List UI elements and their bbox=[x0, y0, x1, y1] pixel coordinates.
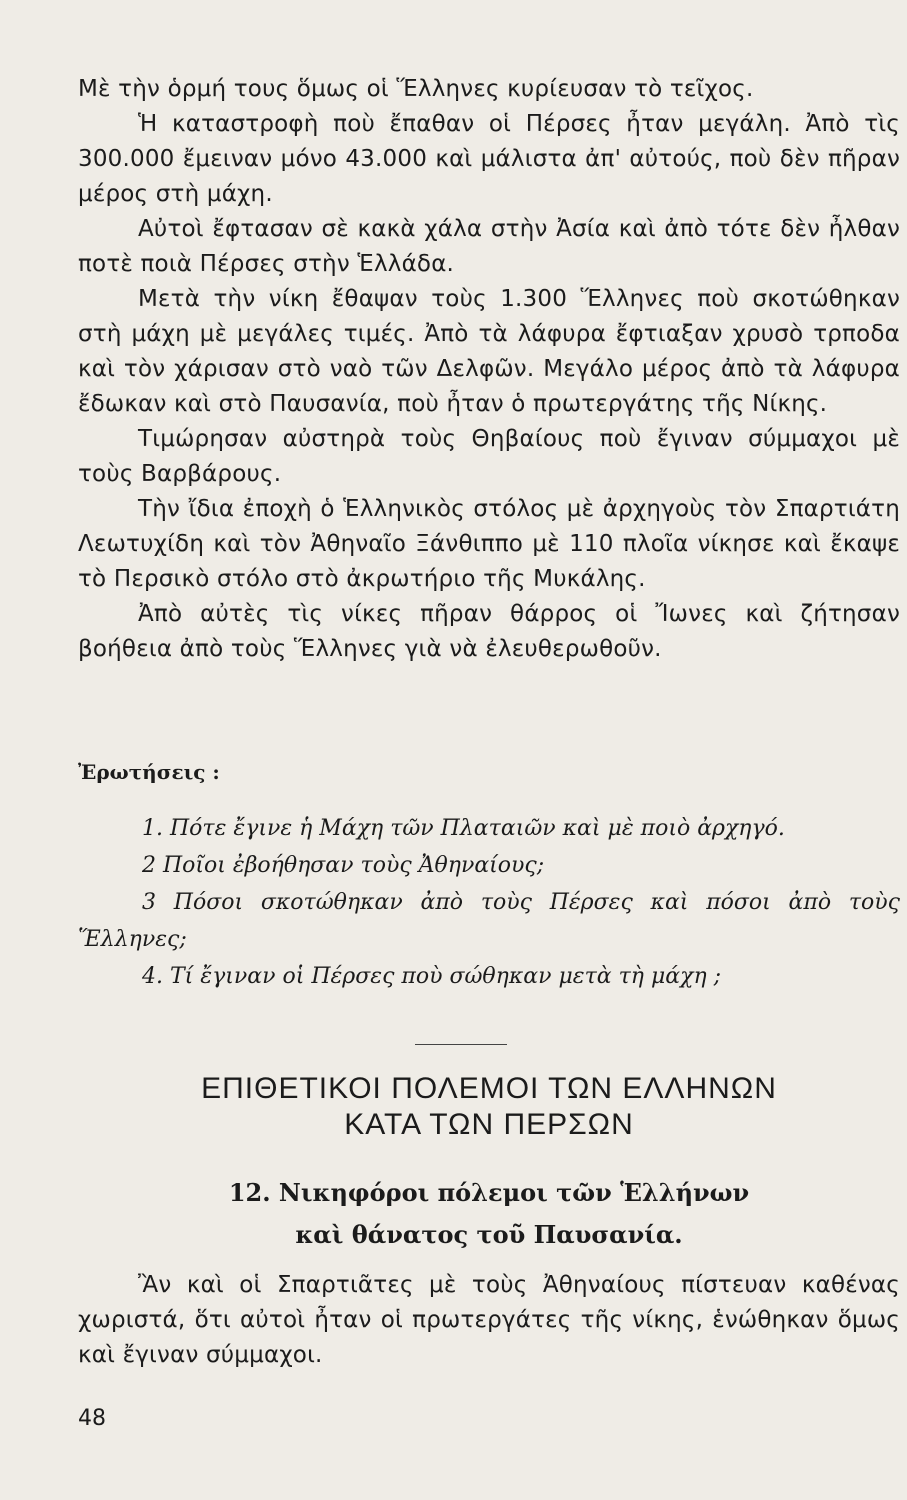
closing-text bbox=[78, 1268, 900, 1373]
question-item: 3 Πόσοι σκοτώθηκαν ἀπὸ τοὺς Πέρσες καὶ πόσοι ἀπὸ τοὺς Ἕλληνες; bbox=[78, 890, 900, 952]
lesson-title-line: καὶ θάνατος τοῦ Παυσανία. bbox=[295, 1220, 683, 1249]
paragraph: Ἀπὸ αὐτὲς τὶς νίκες πῆραν θάρρος οἱ Ἴωνες καὶ ζήτησαν βοήθεια ἀπὸ τοὺς Ἕλληνες γιὰ νὰ ἐλευθερωθοῦν. bbox=[78, 601, 900, 662]
page-number: 48 bbox=[78, 1406, 106, 1431]
section-title-line: ΚΑΤΑ ΤΩΝ ΠΕΡΣΩΝ bbox=[344, 1108, 634, 1141]
paragraph: Ἡ καταστροφὴ ποὺ ἔπαθαν οἱ Πέρσες ἦταν μεγάλη. Ἀπὸ τὶς 300.000 ἔμειναν μόνο 43.000 καὶ μάλιστα ἀπ' αὐτούς, ποὺ δὲν πῆραν μέρος στὴ μάχη. bbox=[78, 111, 900, 207]
lesson-title-line: 12. Νικηφόροι πόλεμοι τῶν Ἑλλήνων bbox=[228, 1178, 750, 1207]
paragraph: Τιμώρησαν αὐστηρὰ τοὺς Θηβαίους ποὺ ἔγιναν σύμμαχοι μὲ τοὺς Βαρβάρους. bbox=[78, 426, 900, 487]
paragraph: Ἂν καὶ οἱ Σπαρτιᾶτες μὲ τοὺς Ἀθηναίους πίστευαν καθένας χωριστά, ὅτι αὐτοὶ ἦταν οἱ πρωτεργάτες τῆς νίκης, ἑνώθηκαν ὅμως καὶ ἔγιναν σύμμαχοι. bbox=[78, 1272, 900, 1368]
question-item: 1. Πότε ἔγινε ἡ Μάχη τῶν Πλαταιῶν καὶ μὲ ποιὸ ἀρχηγό. bbox=[142, 816, 785, 841]
questions-heading: Ἐρωτήσεις : bbox=[78, 760, 220, 784]
questions-list bbox=[78, 810, 900, 995]
body-text bbox=[78, 72, 900, 667]
paragraph: Τὴν ἴδια ἐποχὴ ὁ Ἑλληνικὸς στόλος μὲ ἀρχηγοὺς τὸν Σπαρτιάτη Λεωτυχίδη καὶ τὸν Ἀθηναῖο Ξάνθιππο μὲ 110 πλοῖα νίκησε καὶ ἔκαψε τὸ Περσικὸ στόλο στὸ ἀκρωτήριο τῆς Μυκάλης. bbox=[78, 496, 900, 592]
question-item: 2 Ποῖοι ἐβοήθησαν τοὺς Ἀθηναίους; bbox=[142, 853, 545, 878]
section-title bbox=[78, 1071, 900, 1143]
lesson-title bbox=[78, 1172, 900, 1256]
question-item: 4. Τί ἔγιναν οἱ Πέρσες ποὺ σώθηκαν μετὰ τὴ μάχη ; bbox=[142, 964, 722, 989]
paragraph: Αὐτοὶ ἔφτασαν σὲ κακὰ χάλα στὴν Ἀσία καὶ ἀπὸ τότε δὲν ἦλθαν ποτὲ ποιὰ Πέρσες στὴν Ἑλλάδα. bbox=[78, 216, 900, 277]
paragraph: Μετὰ τὴν νίκη ἔθαψαν τοὺς 1.300 Ἕλληνες ποὺ σκοτώθηκαν στὴ μάχη μὲ μεγάλες τιμές. Ἀπὸ τὰ λάφυρα ἔφτιαξαν χρυσὸ τρποδα καὶ τὸν χάρισαν στὸ ναὸ τῶν Δελφῶν. Μεγάλο μέρος ἀπὸ τὰ λάφυρα ἔδωκαν καὶ στὸ Παυσανία, ποὺ ἦταν ὁ πρωτεργάτης τῆς Νίκης. bbox=[78, 286, 900, 417]
section-title-line: ΕΠΙΘΕΤΙΚΟΙ ΠΟΛΕΜΟΙ ΤΩΝ ΕΛΛΗΝΩΝ bbox=[201, 1072, 777, 1105]
section-divider bbox=[415, 1044, 507, 1045]
paragraph: Μὲ τὴν ὁρμή τους ὅμως οἱ Ἕλληνες κυρίευσαν τὸ τεῖχος. bbox=[78, 76, 754, 102]
